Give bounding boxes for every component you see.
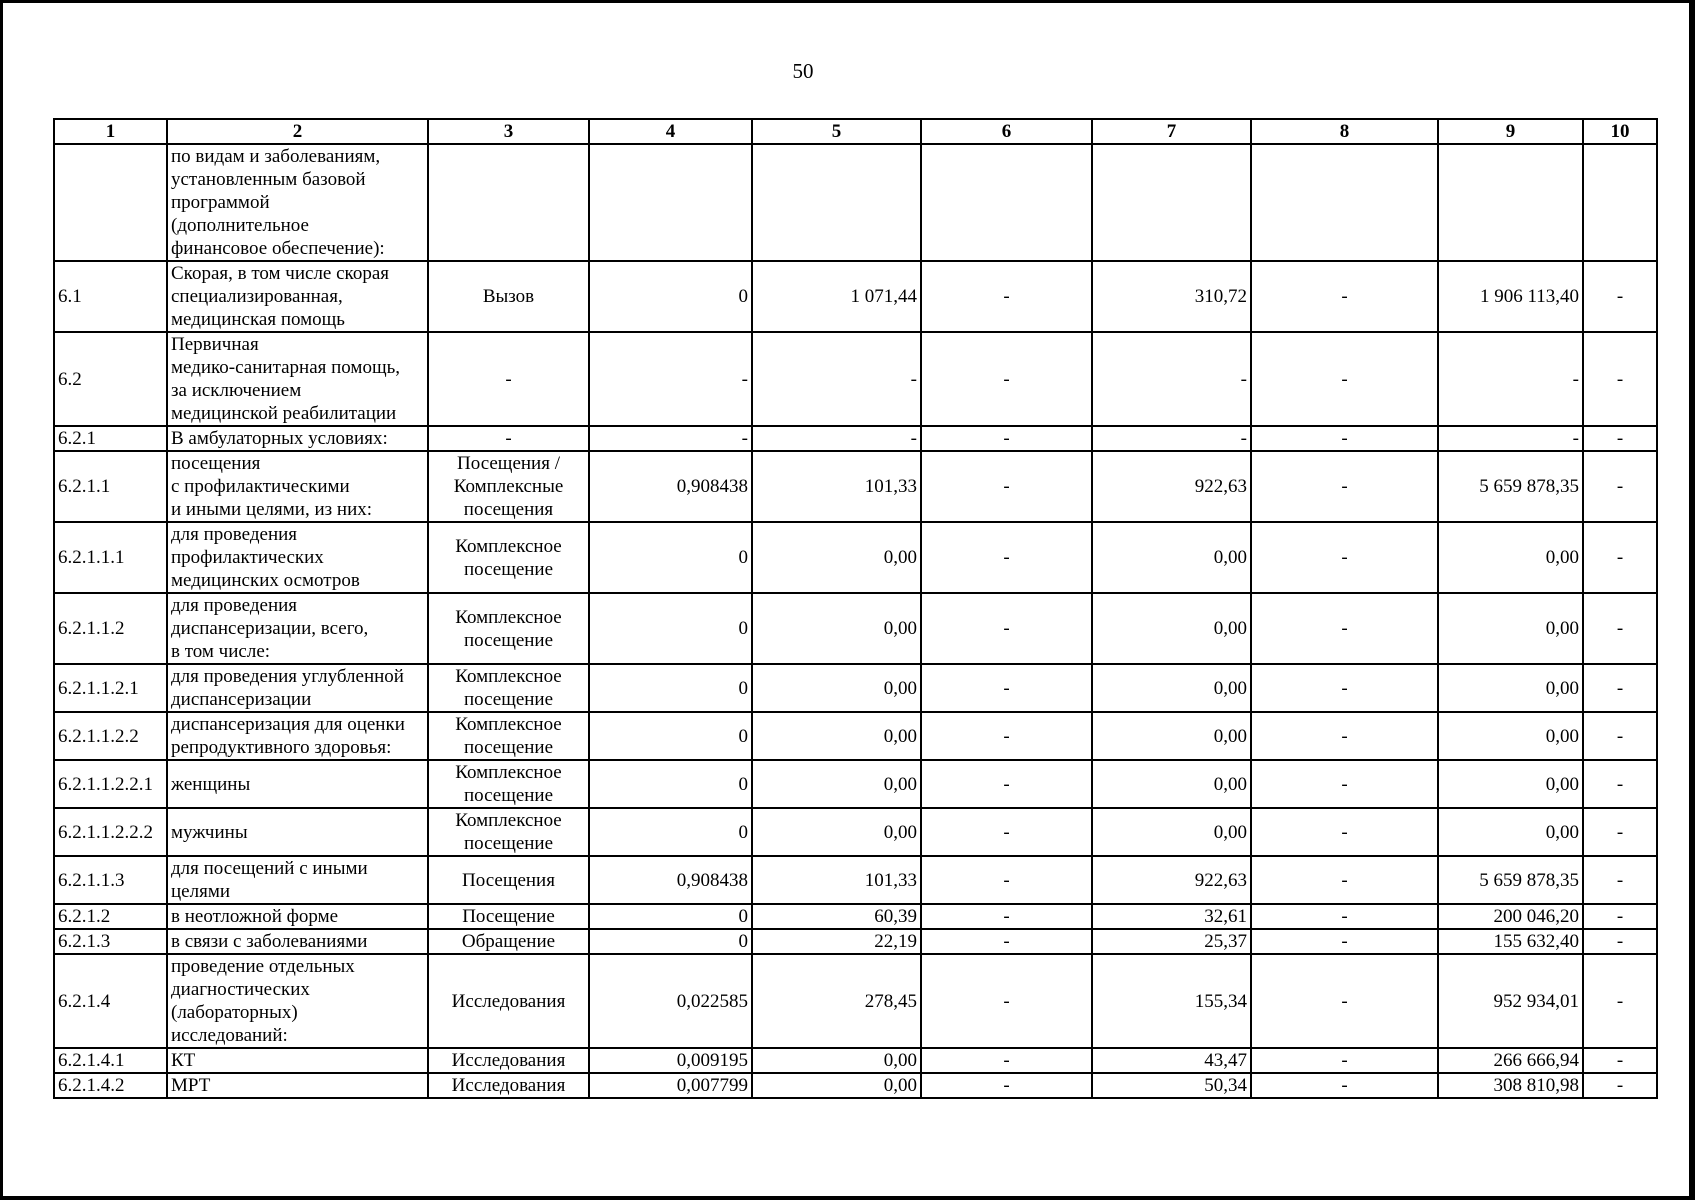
col10-value-cell: - [1583, 426, 1657, 451]
row-name-cell [167, 332, 428, 426]
col9-value-cell: 5 659 878,35 [1438, 856, 1583, 904]
col6-value-cell: - [921, 1048, 1092, 1073]
row-name-cell [167, 426, 428, 451]
row-name-cell [167, 522, 428, 593]
unit-line: посещение [463, 833, 554, 854]
col6-value-cell: - [921, 451, 1092, 522]
col9-value-cell: 0,00 [1438, 522, 1583, 593]
column-number-row [54, 119, 1657, 144]
row-code-cell: 6.2.1.4.2 [54, 1073, 167, 1098]
row-code-cell: 6.2.1.1.3 [54, 856, 167, 904]
col7-value-cell: 32,61 [1092, 904, 1251, 929]
col9-value-cell: - [1438, 426, 1583, 451]
table-row [54, 451, 1657, 522]
name-line: медицинской реабилитации [171, 403, 397, 424]
table-body [54, 144, 1657, 1098]
row-code-cell: 6.2.1.1.2.2.1 [54, 760, 167, 808]
col10-value-cell: - [1583, 1048, 1657, 1073]
col10-value-cell: - [1583, 261, 1657, 332]
table-row [54, 332, 1657, 426]
unit-line: Комплексное [455, 606, 562, 628]
col8-value-cell: - [1251, 261, 1438, 332]
row-name-cell [167, 261, 428, 332]
col5-value-cell: 0,00 [752, 522, 921, 593]
col6-value-cell: - [921, 332, 1092, 426]
col9-value-cell: 1 906 113,40 [1438, 261, 1583, 332]
row-code-cell: 6.2 [54, 332, 167, 426]
col10-value-cell: - [1583, 929, 1657, 954]
unit-line: Комплексные [453, 476, 564, 497]
name-line: в связи с заболеваниями [171, 931, 368, 952]
col9-value-cell: 5 659 878,35 [1438, 451, 1583, 522]
col9-value-cell: 308 810,98 [1438, 1073, 1583, 1098]
col9-value-cell: 0,00 [1438, 712, 1583, 760]
unit-line: Посещения [462, 869, 555, 891]
col9-value-cell: 266 666,94 [1438, 1048, 1583, 1073]
table-row [54, 808, 1657, 856]
col7-value-cell: 0,00 [1092, 522, 1251, 593]
name-line: и иными целями, из них: [171, 499, 373, 520]
name-line: женщины [171, 773, 251, 795]
col8-value-cell: - [1251, 1073, 1438, 1098]
row-code-cell: 6.2.1.1.1 [54, 522, 167, 593]
name-line: установленным базовой [171, 169, 366, 190]
column-number: 4 [589, 119, 752, 144]
col4-value-cell: - [589, 332, 752, 426]
col6-value-cell: - [921, 808, 1092, 856]
name-line: для проведения [171, 595, 298, 616]
name-line: диспансеризации [171, 689, 312, 710]
col6-value-cell: - [921, 522, 1092, 593]
col4-value-cell: 0 [589, 261, 752, 332]
col7-value-cell: 310,72 [1092, 261, 1251, 332]
row-name-cell [167, 760, 428, 808]
table-row [54, 426, 1657, 451]
row-code-cell: 6.2.1.1.2 [54, 593, 167, 664]
col5-value-cell: 0,00 [752, 712, 921, 760]
col7-value-cell: 0,00 [1092, 760, 1251, 808]
col4-value-cell: 0 [589, 664, 752, 712]
unit-line: посещение [463, 558, 554, 580]
unit-line: Обращение [461, 931, 556, 952]
row-name-cell [167, 1048, 428, 1073]
unit-cell [428, 856, 589, 904]
col5-value-cell: 1 071,44 [752, 261, 921, 332]
col4-value-cell: 0,009195 [589, 1048, 752, 1073]
name-line: за исключением [171, 380, 302, 401]
column-number: 3 [428, 119, 589, 144]
col10-value-cell: - [1583, 904, 1657, 929]
unit-cell [428, 954, 589, 1048]
table-row [54, 712, 1657, 760]
name-line: специализированная, [171, 286, 343, 307]
name-line: (лабораторных) [171, 1002, 298, 1023]
name-line: медицинская помощь [171, 309, 345, 330]
col7-value-cell: 0,00 [1092, 664, 1251, 712]
col4-value-cell: 0 [589, 593, 752, 664]
col6-value-cell: - [921, 593, 1092, 664]
col5-value-cell [752, 144, 921, 261]
col6-value-cell [921, 144, 1092, 261]
name-line: мужчины [171, 821, 248, 843]
name-line: диспансеризация для оценки [171, 714, 405, 735]
unit-cell [428, 451, 589, 522]
col5-value-cell: 0,00 [752, 760, 921, 808]
col7-value-cell: 25,37 [1092, 929, 1251, 954]
col5-value-cell: 0,00 [752, 664, 921, 712]
name-line: исследований: [171, 1025, 288, 1046]
name-line: в том числе: [171, 641, 271, 662]
row-name-cell [167, 954, 428, 1048]
row-code-cell [54, 144, 167, 261]
col7-value-cell: 0,00 [1092, 808, 1251, 856]
row-name-cell [167, 856, 428, 904]
col10-value-cell: - [1583, 954, 1657, 1048]
col8-value-cell [1251, 144, 1438, 261]
name-line: профилактических [171, 547, 324, 568]
col4-value-cell: 0 [589, 929, 752, 954]
row-code-cell: 6.2.1.1.2.2 [54, 712, 167, 760]
row-code-cell: 6.2.1.1 [54, 451, 167, 522]
unit-line: Посещения / [457, 453, 560, 474]
row-code-cell: 6.2.1.3 [54, 929, 167, 954]
unit-line: Комплексное [455, 714, 562, 735]
unit-line: Комплексное [455, 666, 562, 687]
name-line: медико-санитарная помощь, [171, 357, 401, 378]
table-row [54, 1048, 1657, 1073]
table-row [54, 929, 1657, 954]
name-line: КТ [171, 1050, 196, 1071]
table-row [54, 593, 1657, 664]
unit-cell [428, 712, 589, 760]
table-row [54, 856, 1657, 904]
unit-cell [428, 929, 589, 954]
col4-value-cell: 0 [589, 760, 752, 808]
unit-line: Комплексное [455, 762, 562, 783]
column-number: 8 [1251, 119, 1438, 144]
unit-cell [428, 144, 589, 261]
row-name-cell [167, 593, 428, 664]
col8-value-cell: - [1251, 451, 1438, 522]
unit-line: посещение [463, 629, 554, 651]
col4-value-cell: 0 [589, 522, 752, 593]
name-line: для проведения углубленной [171, 666, 404, 687]
col5-value-cell: 0,00 [752, 808, 921, 856]
col9-value-cell: 0,00 [1438, 664, 1583, 712]
row-name-cell [167, 929, 428, 954]
name-line: по видам и заболеваниям, [171, 146, 381, 167]
col7-value-cell: 922,63 [1092, 856, 1251, 904]
column-number: 5 [752, 119, 921, 144]
col8-value-cell: - [1251, 856, 1438, 904]
name-line: программой [171, 192, 270, 213]
unit-line: Посещение [462, 906, 555, 927]
column-number: 9 [1438, 119, 1583, 144]
row-name-cell [167, 904, 428, 929]
col9-value-cell: - [1438, 332, 1583, 426]
document-page [3, 3, 1689, 1196]
col9-value-cell [1438, 144, 1583, 261]
col5-value-cell: 0,00 [752, 1048, 921, 1073]
col5-value-cell: 0,00 [752, 1073, 921, 1098]
col4-value-cell: - [589, 426, 752, 451]
unit-line: посещение [463, 737, 554, 758]
name-line: репродуктивного здоровья: [171, 737, 392, 758]
unit-line: Комплексное [455, 810, 562, 831]
col9-value-cell: 0,00 [1438, 760, 1583, 808]
unit-line: Исследования [451, 1050, 566, 1071]
name-line: целями [171, 881, 231, 902]
col4-value-cell: 0,022585 [589, 954, 752, 1048]
col8-value-cell: - [1251, 1048, 1438, 1073]
col6-value-cell: - [921, 712, 1092, 760]
name-line: финансовое обеспечение): [171, 238, 385, 259]
col10-value-cell: - [1583, 664, 1657, 712]
column-number: 10 [1583, 119, 1657, 144]
row-code-cell: 6.2.1.4.1 [54, 1048, 167, 1073]
unit-cell [428, 1073, 589, 1098]
unit-cell [428, 426, 589, 451]
col6-value-cell: - [921, 1073, 1092, 1098]
unit-cell [428, 261, 589, 332]
col8-value-cell: - [1251, 760, 1438, 808]
col10-value-cell: - [1583, 332, 1657, 426]
row-code-cell: 6.2.1.4 [54, 954, 167, 1048]
table-row [54, 954, 1657, 1048]
col4-value-cell: 0 [589, 904, 752, 929]
unit-cell [428, 904, 589, 929]
row-code-cell: 6.1 [54, 261, 167, 332]
row-code-cell: 6.2.1 [54, 426, 167, 451]
col8-value-cell: - [1251, 332, 1438, 426]
col6-value-cell: - [921, 954, 1092, 1048]
col8-value-cell: - [1251, 929, 1438, 954]
col10-value-cell: - [1583, 856, 1657, 904]
col4-value-cell: 0,007799 [589, 1073, 752, 1098]
col5-value-cell: 60,39 [752, 904, 921, 929]
row-name-cell [167, 664, 428, 712]
col9-value-cell: 0,00 [1438, 593, 1583, 664]
name-line: Скорая, в том числе скорая [171, 263, 389, 284]
col10-value-cell: - [1583, 808, 1657, 856]
col8-value-cell: - [1251, 593, 1438, 664]
row-name-cell [167, 451, 428, 522]
col7-value-cell: 155,34 [1092, 954, 1251, 1048]
row-name-cell [167, 144, 428, 261]
name-line: В амбулаторных условиях: [171, 428, 388, 449]
table-row [54, 522, 1657, 593]
col6-value-cell: - [921, 856, 1092, 904]
name-line: для посещений с иными [171, 858, 368, 879]
col9-value-cell: 155 632,40 [1438, 929, 1583, 954]
row-code-cell: 6.2.1.1.2.1 [54, 664, 167, 712]
col6-value-cell: - [921, 760, 1092, 808]
financing-table [53, 118, 1658, 1099]
row-name-cell [167, 712, 428, 760]
col10-value-cell: - [1583, 1073, 1657, 1098]
col5-value-cell: 0,00 [752, 593, 921, 664]
unit-line: - [505, 368, 512, 390]
col10-value-cell: - [1583, 712, 1657, 760]
unit-line: Комплексное [455, 535, 562, 557]
name-line: медицинских осмотров [171, 570, 360, 591]
col4-value-cell: 0 [589, 712, 752, 760]
col7-value-cell: 43,47 [1092, 1048, 1251, 1073]
col8-value-cell: - [1251, 426, 1438, 451]
unit-line: Исследования [451, 990, 566, 1012]
col10-value-cell: - [1583, 522, 1657, 593]
unit-cell [428, 664, 589, 712]
col6-value-cell: - [921, 929, 1092, 954]
column-number: 2 [167, 119, 428, 144]
unit-cell [428, 760, 589, 808]
unit-line: посещение [463, 785, 554, 806]
col8-value-cell: - [1251, 664, 1438, 712]
unit-cell [428, 522, 589, 593]
unit-line: Вызов [482, 286, 535, 307]
col4-value-cell [589, 144, 752, 261]
row-code-cell: 6.2.1.2 [54, 904, 167, 929]
col6-value-cell: - [921, 664, 1092, 712]
col7-value-cell: 0,00 [1092, 593, 1251, 664]
name-line: с профилактическими [171, 476, 350, 497]
row-name-cell [167, 808, 428, 856]
column-number: 1 [54, 119, 167, 144]
col6-value-cell: - [921, 904, 1092, 929]
name-line: для проведения [171, 524, 298, 545]
col6-value-cell: - [921, 261, 1092, 332]
unit-line: посещения [463, 499, 554, 520]
col5-value-cell: - [752, 332, 921, 426]
col8-value-cell: - [1251, 954, 1438, 1048]
col9-value-cell: 0,00 [1438, 808, 1583, 856]
col9-value-cell: 952 934,01 [1438, 954, 1583, 1048]
table-row [54, 760, 1657, 808]
table-row [54, 144, 1657, 261]
name-line: проведение отдельных [171, 956, 355, 977]
col6-value-cell: - [921, 426, 1092, 451]
col5-value-cell: 101,33 [752, 856, 921, 904]
col8-value-cell: - [1251, 904, 1438, 929]
unit-line: Исследования [451, 1075, 566, 1096]
col5-value-cell: - [752, 426, 921, 451]
column-number: 6 [921, 119, 1092, 144]
name-line: диспансеризации, всего, [171, 618, 369, 639]
table-row [54, 904, 1657, 929]
col10-value-cell: - [1583, 760, 1657, 808]
row-name-cell [167, 1073, 428, 1098]
col5-value-cell: 22,19 [752, 929, 921, 954]
name-line: (дополнительное [171, 215, 309, 236]
col9-value-cell: 200 046,20 [1438, 904, 1583, 929]
col7-value-cell: 50,34 [1092, 1073, 1251, 1098]
unit-cell [428, 808, 589, 856]
table-row [54, 1073, 1657, 1098]
col7-value-cell [1092, 144, 1251, 261]
column-number: 7 [1092, 119, 1251, 144]
unit-line: посещение [463, 689, 554, 710]
name-line: Первичная [171, 334, 259, 355]
table-row [54, 664, 1657, 712]
col8-value-cell: - [1251, 522, 1438, 593]
col4-value-cell: 0,908438 [589, 856, 752, 904]
unit-cell [428, 593, 589, 664]
row-code-cell: 6.2.1.1.2.2.2 [54, 808, 167, 856]
col8-value-cell: - [1251, 808, 1438, 856]
col7-value-cell: - [1092, 426, 1251, 451]
col10-value-cell [1583, 144, 1657, 261]
col7-value-cell: - [1092, 332, 1251, 426]
col8-value-cell: - [1251, 712, 1438, 760]
name-line: МРТ [171, 1075, 211, 1096]
col10-value-cell: - [1583, 593, 1657, 664]
col7-value-cell: 922,63 [1092, 451, 1251, 522]
name-line: в неотложной форме [171, 906, 339, 927]
col4-value-cell: 0,908438 [589, 451, 752, 522]
page-number: 50 [792, 59, 814, 83]
table-row [54, 261, 1657, 332]
col4-value-cell: 0 [589, 808, 752, 856]
unit-line: - [505, 428, 512, 449]
unit-cell [428, 1048, 589, 1073]
col7-value-cell: 0,00 [1092, 712, 1251, 760]
name-line: посещения [171, 453, 261, 474]
col10-value-cell: - [1583, 451, 1657, 522]
col5-value-cell: 278,45 [752, 954, 921, 1048]
unit-cell [428, 332, 589, 426]
col5-value-cell: 101,33 [752, 451, 921, 522]
name-line: диагностических [171, 979, 310, 1000]
